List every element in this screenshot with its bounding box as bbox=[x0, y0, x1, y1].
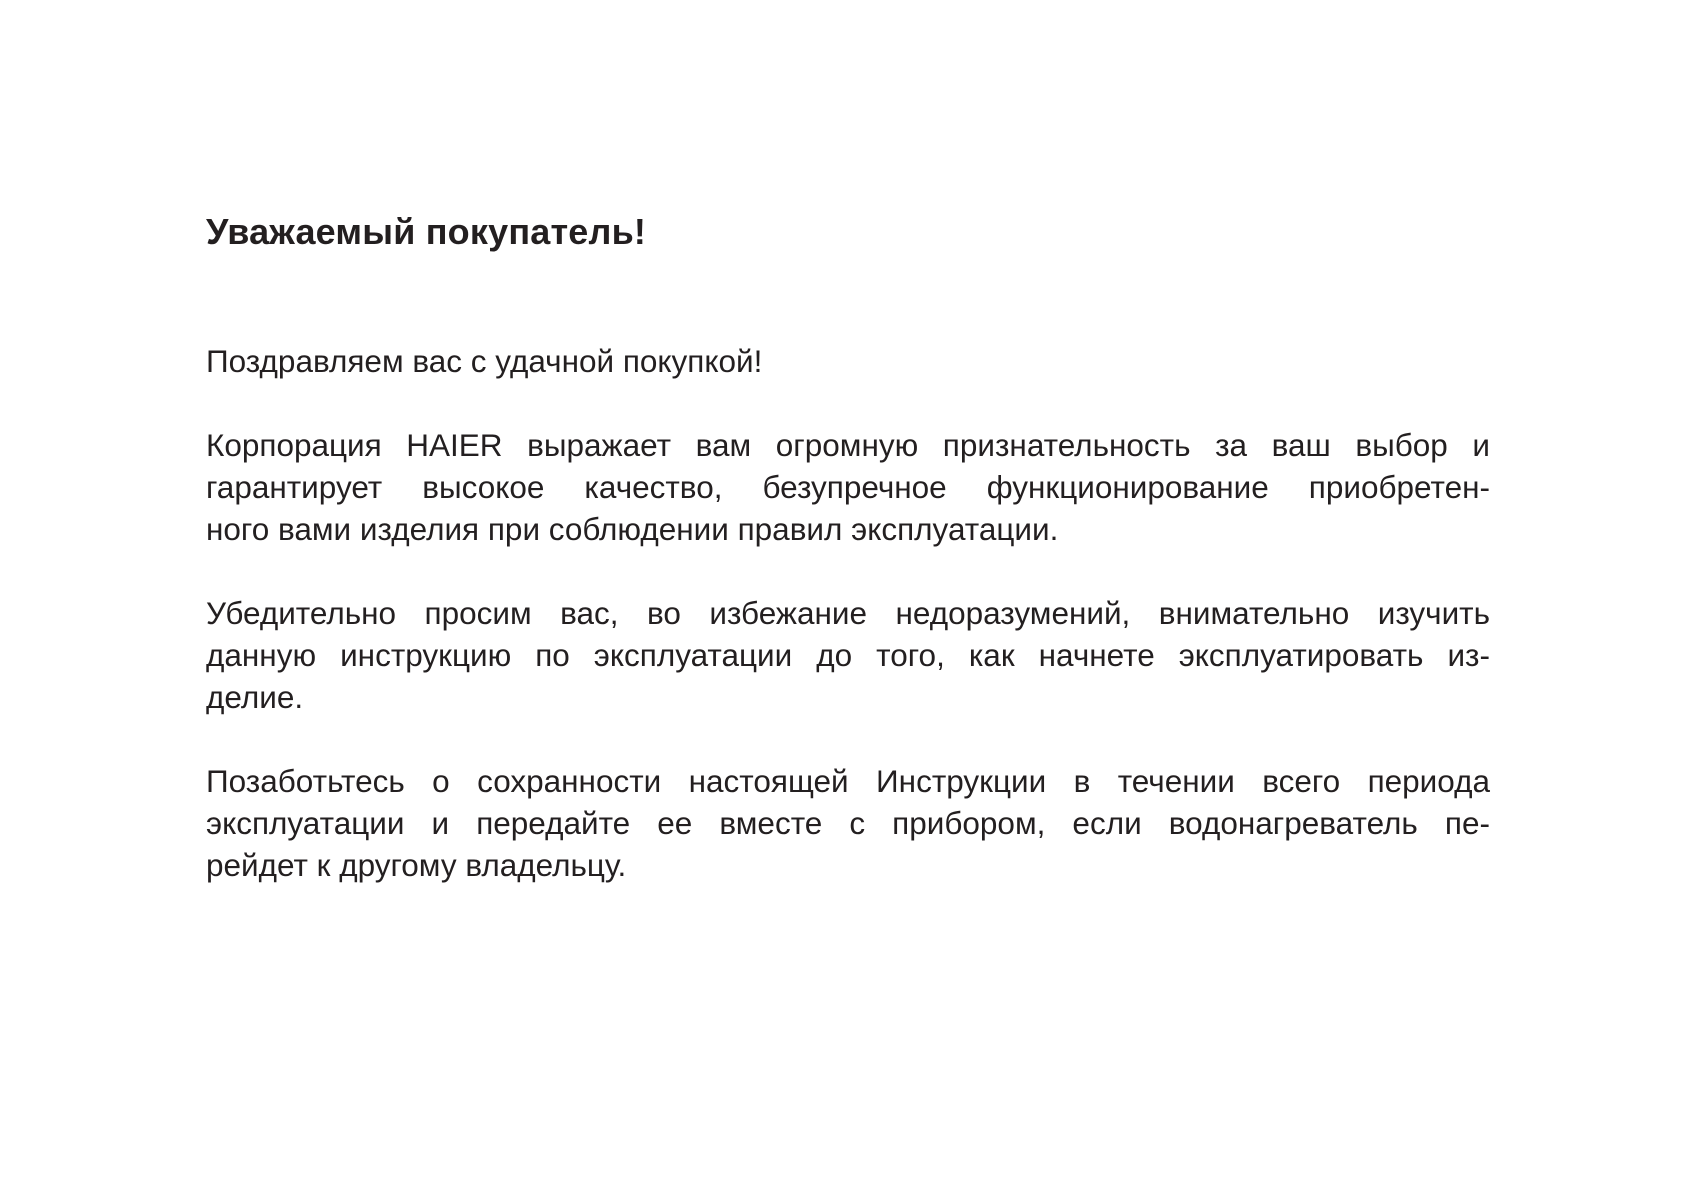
paragraph-congratulations bbox=[206, 340, 1490, 382]
paragraph-read-instructions bbox=[206, 592, 1490, 718]
paragraph-line: Поздравляем вас с удачной покупкой! bbox=[206, 343, 763, 379]
paragraph-line: Корпорация HAIER выражает вам огромную признательность за ваш выбор и bbox=[206, 427, 1490, 463]
paragraph-line: делие. bbox=[206, 679, 304, 715]
paragraph-line: Убедительно просим вас, во избежание недоразумений, внимательно изучить bbox=[206, 595, 1490, 631]
paragraph-line: Позаботьтесь о сохранности настоящей Инструкции в течении всего периода bbox=[206, 763, 1490, 799]
document-page bbox=[206, 210, 1490, 928]
paragraph-line: ного вами изделия при соблюдении правил эксплуатации. bbox=[206, 511, 1059, 547]
paragraph-gratitude bbox=[206, 424, 1490, 550]
paragraph-line: гарантирует высокое качество, безупречное функционирование приобретен- bbox=[206, 469, 1490, 505]
paragraph-line: рейдет к другому владельцу. bbox=[206, 847, 627, 883]
paragraph-keep-manual bbox=[206, 760, 1490, 886]
body-text bbox=[206, 340, 1490, 886]
page-heading: Уважаемый покупатель! bbox=[206, 211, 647, 252]
paragraph-line: эксплуатации и передайте ее вместе с прибором, если водонагреватель пе- bbox=[206, 805, 1490, 841]
paragraph-line: данную инструкцию по эксплуатации до того, как начнете эксплуатировать из- bbox=[206, 637, 1490, 673]
